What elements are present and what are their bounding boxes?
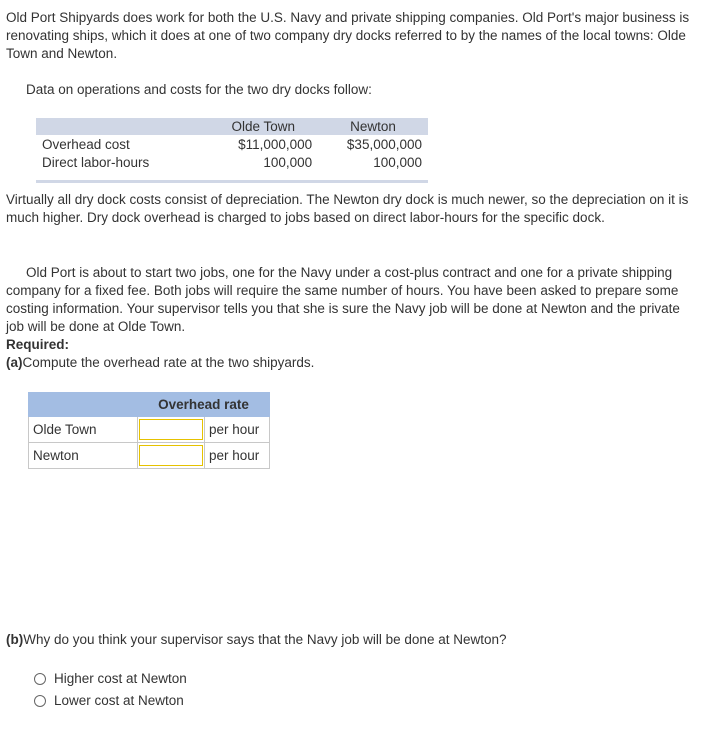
overhead-rate-table	[28, 392, 270, 469]
part-a-question	[6, 354, 696, 372]
olde-town-overhead: $11,000,000	[238, 136, 313, 152]
radio-button[interactable]	[34, 673, 46, 685]
option-label: Higher cost at Newton	[54, 671, 187, 686]
jobs-paragraph: Old Port is about to start two jobs, one for the Navy under a cost-plus contract and one for a private shipping company for a fixed fee. Both jobs will require the same number of hours. You have been asked to prepare some costing information. Your supervisor tells you that she is sure the Navy job will be done at Newton and the private job will be done at Olde Town.	[6, 265, 680, 334]
header-olde-town: Olde Town	[208, 118, 318, 135]
newton-rate-input[interactable]	[139, 445, 203, 466]
newton-hours: 100,000	[373, 154, 422, 170]
table-row	[36, 135, 428, 153]
olde-town-label: Olde Town	[29, 417, 138, 443]
part-b-question	[6, 631, 696, 649]
newton-rate-cell	[138, 443, 205, 469]
newton-label: Newton	[29, 443, 138, 469]
table-row	[29, 417, 270, 443]
header-blank	[29, 393, 138, 417]
table-row	[36, 153, 428, 171]
cost-data-table	[36, 118, 428, 171]
table-divider	[36, 180, 428, 183]
olde-town-rate-cell	[138, 417, 205, 443]
newton-unit: per hour	[205, 443, 270, 469]
depreciation-paragraph: Virtually all dry dock costs consist of depreciation. The Newton dry dock is much newer, so the depreciation on it is much higher. Dry dock overhead is charged to jobs based on direct labor-hours for the specific dock.	[6, 192, 689, 225]
row-label: Direct labor-hours	[42, 154, 150, 170]
header-newton: Newton	[318, 118, 428, 135]
part-b-text: Why do you think your supervisor says that the Navy job will be done at Newton?	[23, 632, 507, 647]
required-label: Required:	[6, 337, 70, 352]
newton-overhead: $35,000,000	[346, 136, 422, 152]
part-a-text: Compute the overhead rate at the two shipyards.	[22, 355, 315, 370]
option-label: Lower cost at Newton	[54, 693, 184, 708]
olde-town-hours: 100,000	[263, 154, 313, 170]
data-intro: Data on operations and costs for the two dry docks follow:	[26, 82, 372, 97]
option-higher-cost[interactable]	[34, 671, 187, 686]
option-lower-cost[interactable]	[34, 693, 184, 708]
olde-town-unit: per hour	[205, 417, 270, 443]
intro-paragraph: Old Port Shipyards does work for both the U.S. Navy and private shipping companies. Old Port's major business is renovating ships, which it does at one of two company dry docks referred to by the names of the local towns: Olde Town and Newton.	[6, 10, 690, 61]
radio-button[interactable]	[34, 695, 46, 707]
olde-town-rate-input[interactable]	[139, 419, 203, 440]
part-b-label: (b)	[6, 632, 24, 647]
overhead-rate-header: Overhead rate	[138, 393, 270, 417]
part-a-label: (a)	[6, 355, 23, 370]
header-blank	[36, 118, 208, 135]
row-label: Overhead cost	[42, 136, 130, 152]
table-row	[29, 443, 270, 469]
